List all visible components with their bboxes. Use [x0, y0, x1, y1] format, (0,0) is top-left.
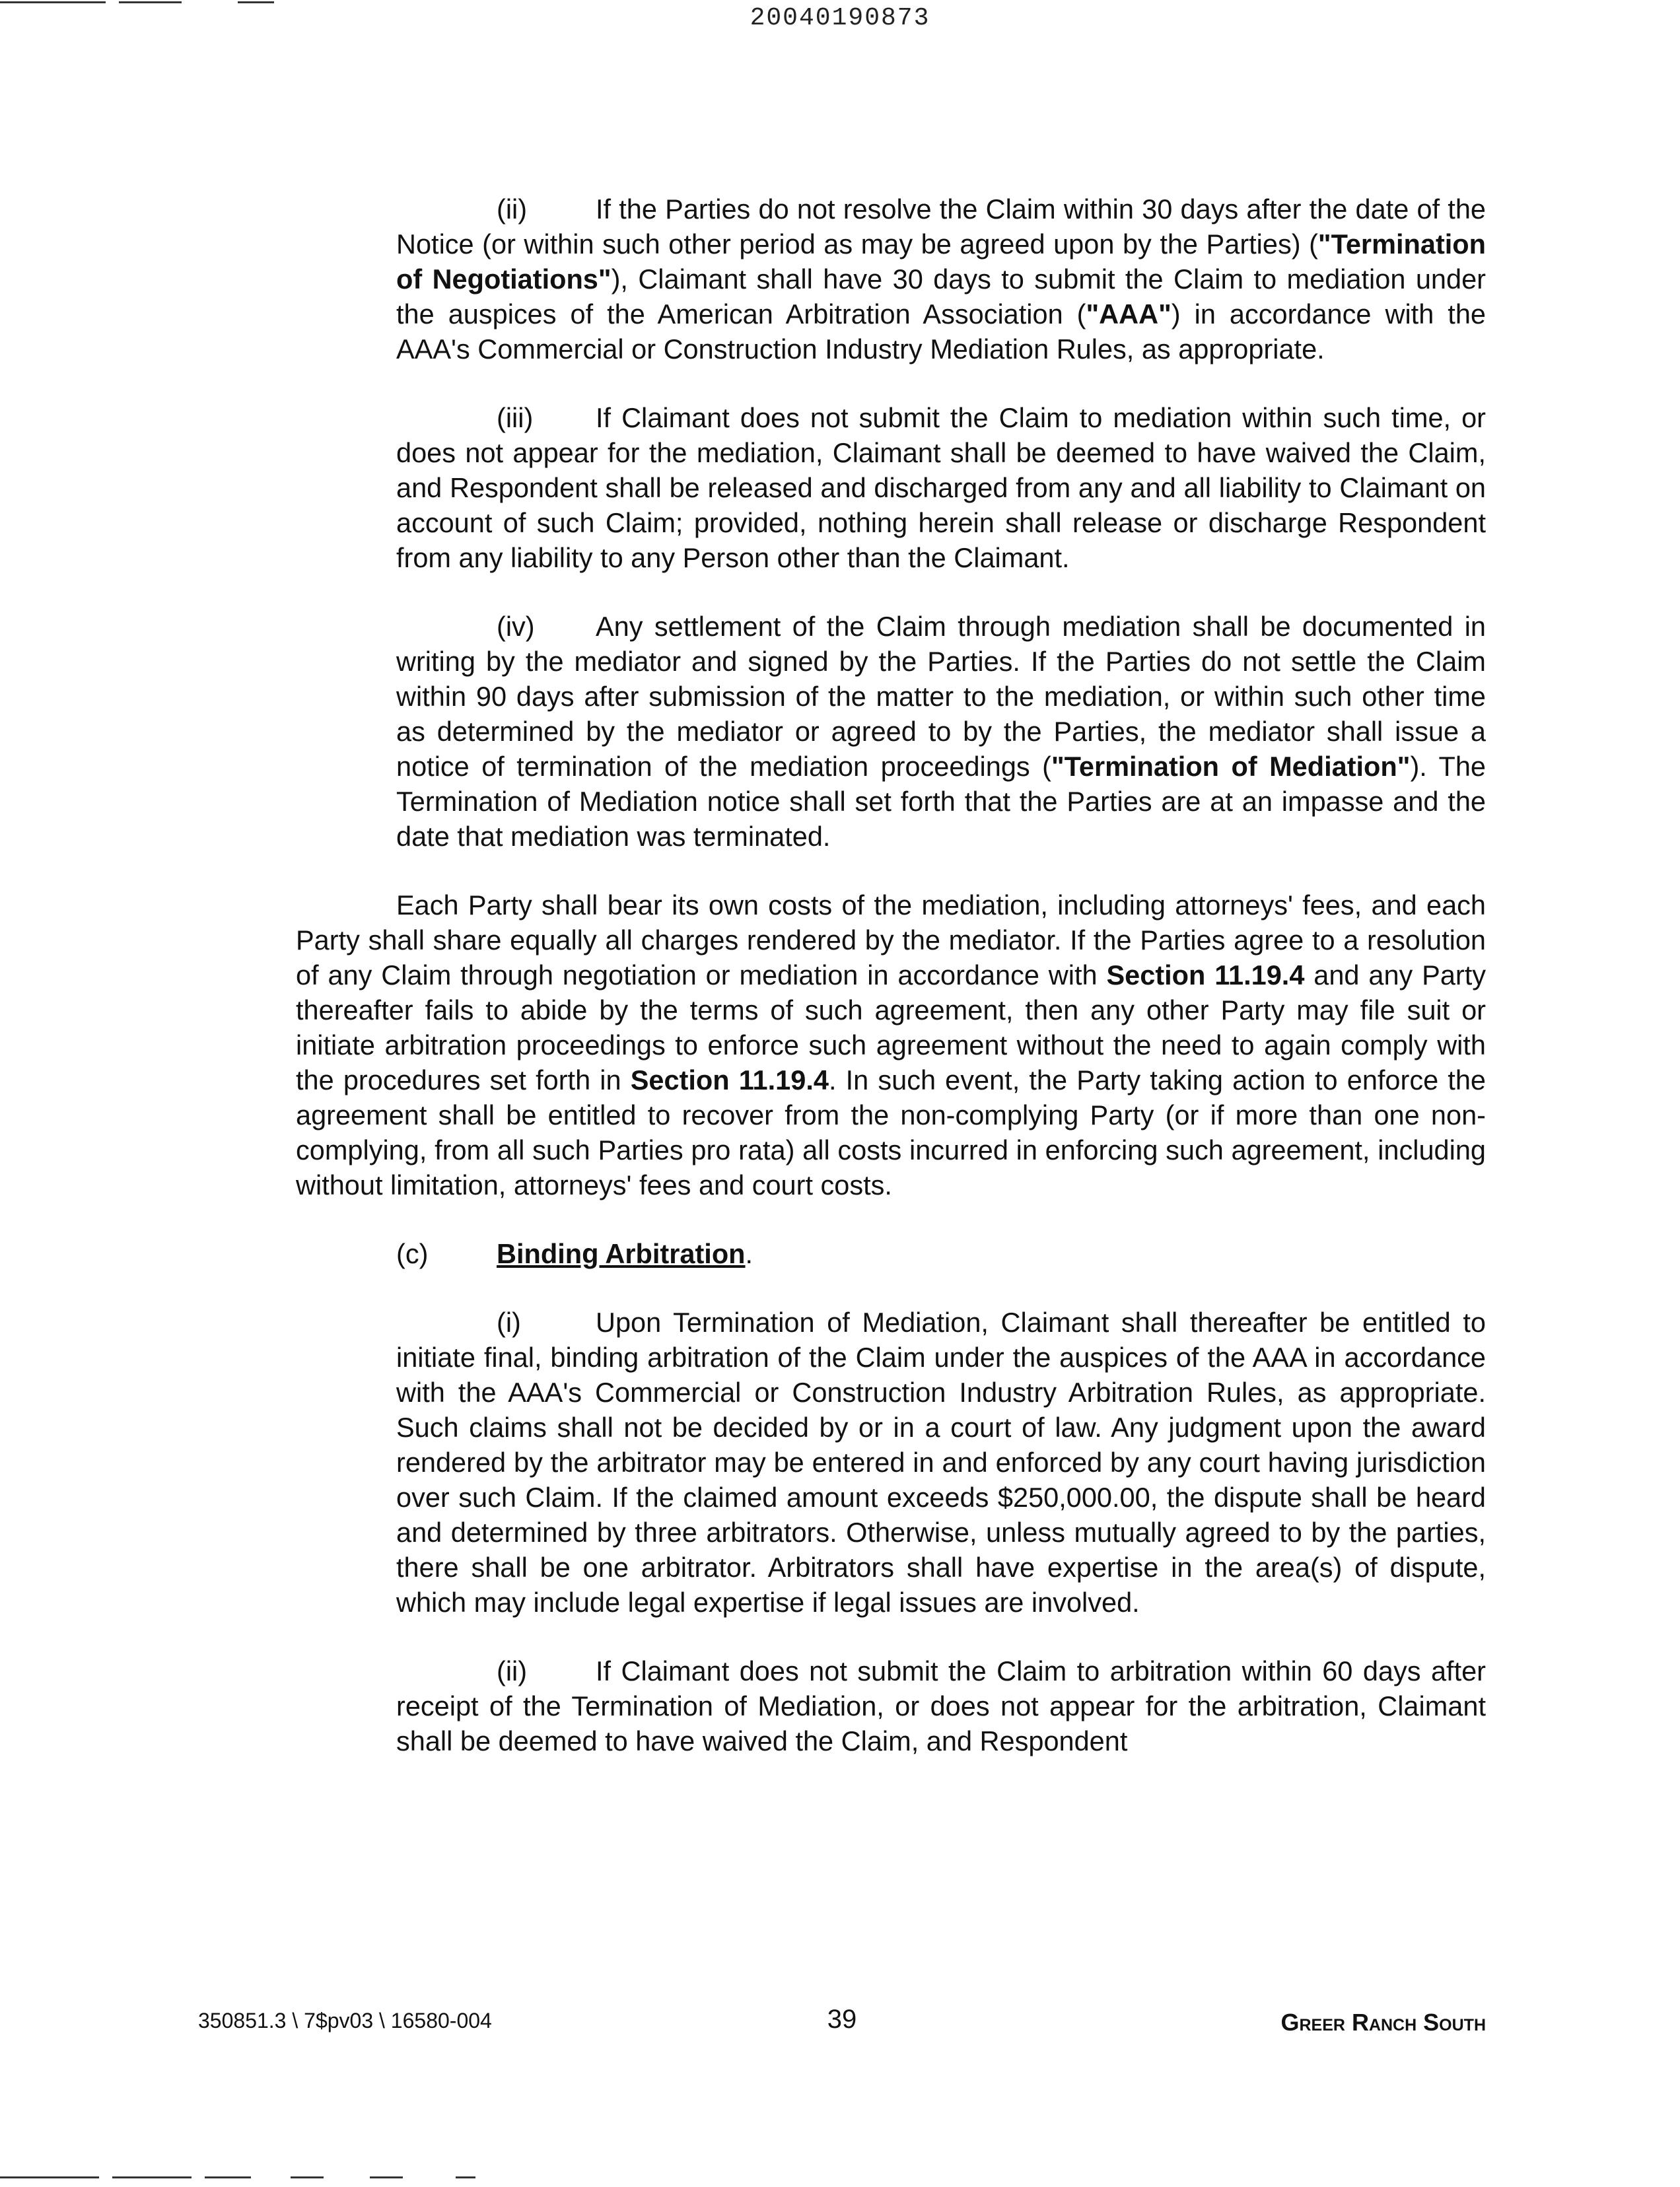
paragraph-number: (i) — [497, 1307, 521, 1338]
page-number: 39 — [827, 2005, 857, 2034]
paragraph-number: (iii) — [497, 402, 534, 433]
section-heading-c: (c) Binding Arbitration. — [396, 1236, 1486, 1271]
scan-mark-bottom-5 — [370, 2176, 403, 2178]
section-number: (c) — [396, 1238, 429, 1269]
scan-mark-top-2 — [119, 1, 182, 3]
defined-term: "Termination of Negotiations" — [396, 228, 1486, 295]
scan-mark-bottom-3 — [205, 2176, 251, 2178]
paragraph-iii: (iii) If Claimant does not submit the Claim to mediation within such time, or does not appear for the mediation, Claimant shall be deemed to have waived the Claim, and Respondent shall be released and discharged from any and all liability to Claimant on account of such Claim; provided, nothing herein shall release or discharge Respondent from any liability to any Person other than the Claimant. — [396, 400, 1486, 575]
paragraph-iv: (iv) Any settlement of the Claim through mediation shall be documented in writing by the mediator and signed by the Parties. If the Parties do not settle the Claim within 90 days after submission of the matter to the mediation, or within such other time as determined by the mediator or agreed to by the Parties, the mediator shall issue a notice of termination of the mediation proceedings ("Termination of Mediation"). The Termination of Mediation notice shall set forth that the Parties are at an impasse and the date that mediation was terminated. — [396, 609, 1486, 854]
paragraph-ii: (ii) If the Parties do not resolve the Claim within 30 days after the date of the Notice (or within such other period as may be agreed upon by the Parties) ("Termination of Negotiations"), Claimant shall have 30 days to submit the Claim to mediation under the auspices of the American Arbitration Association ("AAA") in accordance with the AAA's Commercial or Construction Industry Mediation Rules, as appropriate. — [396, 191, 1486, 366]
paragraph-number: (ii) — [497, 193, 528, 225]
scan-mark-bottom-6 — [456, 2176, 475, 2178]
scan-mark-top-3 — [238, 1, 274, 3]
section-reference: Section 11.19.4 — [1106, 959, 1305, 990]
paragraph-number: (iv) — [497, 611, 535, 642]
paragraph-costs: Each Party shall bear its own costs of the mediation, including attorneys' fees, and each Party shall share equally all charges rendered by the mediator. If the Parties agree to a resolution of any Claim through negotiation or mediation in accordance with Section 11.19.4 and any Party thereafter fails to abide by the terms of such agreement, then any other Party may file suit or initiate arbitration proceedings to enforce such agreement without the need to again comply with the procedures set forth in Section 11.19.4. In such event, the Party taking action to enforce the agreement shall be entitled to recover from the non-complying Party (or if more than one non-complying, from all such Parties pro rata) all costs incurred in enforcing such agreement, including without limitation, attorneys' fees and court costs. — [296, 889, 1486, 1200]
document-body — [296, 191, 1486, 1792]
paragraph-c-i: (i) Upon Termination of Mediation, Claimant shall thereafter be entitled to initiate final, binding arbitration of the Claim under the auspices of the AAA in accordance with the AAA's Commercial or Construction Industry Arbitration Rules, as appropriate. Such claims shall not be decided by or in a court of law. Any judgment upon the award rendered by the arbitrator may be entered in and enforced by any court having jurisdiction over such Claim. If the claimed amount exceeds $250,000.00, the dispute shall be heard and determined by three arbitrators. Otherwise, unless mutually agreed to by the parties, there shall be one arbitrator. Arbitrators shall have expertise in the area(s) of dispute, which may include legal expertise if legal issues are involved. — [396, 1305, 1486, 1620]
scan-mark-bottom-4 — [291, 2176, 324, 2178]
defined-term: "Termination of Mediation" — [1051, 751, 1411, 782]
paragraph-number: (ii) — [497, 1655, 528, 1686]
defined-term: "AAA" — [1086, 298, 1172, 330]
page-footer — [198, 2005, 1486, 2044]
section-title: Binding Arbitration — [497, 1238, 746, 1269]
scan-mark-top-1 — [0, 1, 106, 3]
scan-mark-bottom-1 — [0, 2176, 99, 2178]
footer-doc-ref: 350851.3 \ 7$pv03 \ 16580-004 — [198, 2009, 492, 2032]
paragraph-c-ii: (ii) If Claimant does not submit the Claim to arbitration within 60 days after receipt of the Termination of Mediation, or does not appear for the arbitration, Claimant shall be deemed to have waived the Claim, and Respondent — [396, 1653, 1486, 1758]
section-reference: Section 11.19.4 — [630, 1064, 829, 1095]
footer-project-name: Greer Ranch South — [1280, 2009, 1486, 2036]
scan-mark-bottom-2 — [112, 2176, 192, 2178]
document-number: 20040190873 — [750, 4, 930, 32]
